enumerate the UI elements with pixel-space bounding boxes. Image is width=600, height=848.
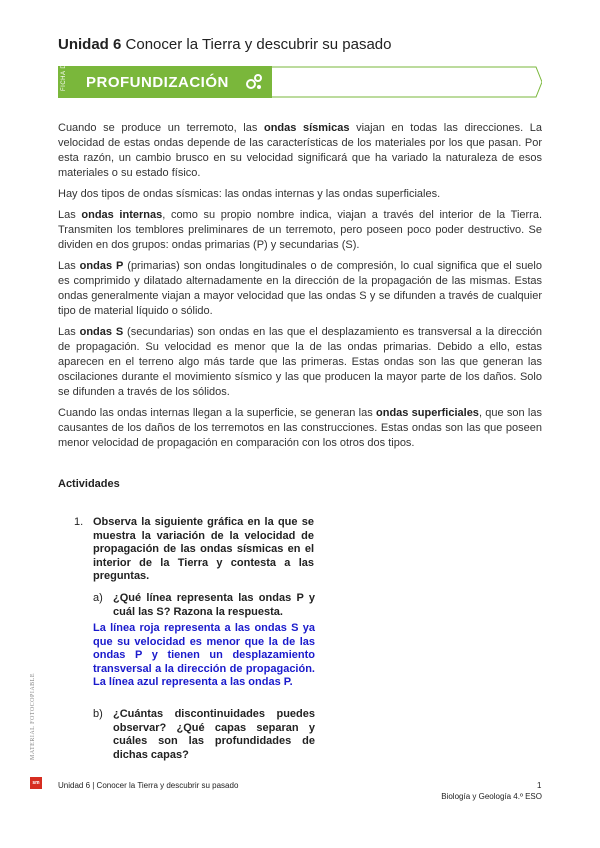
question-1a-label: a): [93, 592, 103, 604]
publisher-logo: sm: [30, 777, 42, 789]
gears-icon: [244, 72, 264, 92]
paragraph: [58, 259, 542, 319]
activities-title: Actividades: [58, 478, 120, 490]
paragraph: [58, 187, 542, 202]
footer-subject: Biología y Geología 4.º ESO: [441, 792, 542, 801]
question-1-number: 1.: [74, 516, 84, 528]
text-run: (primarias) son ondas longitudinales o de compresión, lo cual significa que el suelo es comprimido y dilatado alternadamente en la dirección de la propagación de las mismas. Estas ondas generalmente viajan a mayor velocidad que las ondas S y se difunden a través de cualquier tipo de material líquido o sólido.: [58, 260, 542, 317]
bold-term: ondas S: [79, 326, 124, 338]
body-text: [58, 121, 542, 457]
paragraph: [58, 406, 542, 451]
page-number: 1: [537, 781, 542, 790]
question-1b-text: ¿Cuántas discontinuidades puedes observar? ¿Qué capas separan y cuáles son las profundidades de dichas capas?: [113, 708, 315, 761]
unit-title: Conocer la Tierra y descubrir su pasado: [125, 36, 392, 53]
text-run: viajan en todas las direcciones. La velocidad de estas ondas depende de las características de los materiales por los que pasan. Por esta razón, un cambio brusco en su velocidad significará que ha variado la naturaleza de esos materiales o su estado físico.: [58, 122, 542, 179]
text-run: Las: [58, 326, 80, 338]
document-header: [58, 36, 391, 53]
question-1b: [93, 708, 315, 762]
text-run: Las: [58, 209, 82, 221]
bold-term: ondas P: [79, 260, 124, 272]
text-run: Cuando las ondas internas llegan a la superficie, se generan las: [58, 407, 376, 419]
text-run: , que son las causantes de los daños de los terremotos en las construcciones. Estas ondas son las que poseen menor velocidad de propagación en comparación con los otros dos tipos.: [58, 407, 542, 449]
banner-tab: [58, 59, 80, 98]
footer-unit: Unidad 6 | Conocer la Tierra y descubrir su pasado: [58, 781, 239, 790]
paragraph: [58, 121, 542, 181]
photocopy-mark: MATERIAL FOTOCOPIABLE: [30, 672, 36, 760]
text-run: Las: [58, 260, 80, 272]
bold-term: ondas superficiales: [376, 407, 479, 419]
section-banner: [58, 59, 542, 98]
text-run: Hay dos tipos de ondas sísmicas: las ondas internas y las ondas superficiales.: [58, 188, 441, 200]
banner-title: PROFUNDIZACIÓN: [86, 74, 229, 91]
question-1: [74, 516, 314, 584]
text-run: Cuando se produce un terremoto, las: [58, 122, 264, 134]
text-run: (secundarias) son ondas en las que el desplazamiento es transversal a la dirección de propagación. Su velocidad es menor que la de las ondas primarias. Debido a ello, estas aparecen en el terreno algo más tarde que las primeras. Estas ondas son las que generan las oscilaciones durante el movimiento sísmico y las que producen la mayor parte de los daños. Solo se difunden a través de los sólidos.: [58, 326, 542, 398]
paragraph: [58, 325, 542, 400]
question-1-text: Observa la siguiente gráfica en la que se muestra la variación de la velocidad de propagación de las ondas sísmicas en el interior de la Tierra y contesta a las preguntas.: [93, 516, 314, 582]
bold-term: ondas internas: [81, 209, 163, 221]
text-run: , como su propio nombre indica, viajan a través del interior de la Tierra. Transmiten los temblores preliminares de un terremoto, pero poseen poco poder destructivo. Se dividen en dos grupos: ondas primarias (P) y secundarias (S).: [58, 209, 542, 251]
question-1a-answer: La línea roja representa a las ondas S ya que su velocidad es menor que la de las ondas P y tienen un desplazamiento transversal a la dirección de propagación. La línea azul representa a las ondas P.: [93, 622, 315, 688]
paragraph: [58, 208, 542, 253]
question-1a-text: ¿Qué línea representa las ondas P y cuál las S? Razona la respuesta.: [113, 592, 315, 618]
banner-tab-label: FICHA DE: [61, 59, 67, 91]
unit-label: Unidad 6: [58, 36, 122, 53]
question-1b-label: b): [93, 708, 103, 720]
question-1a: [93, 592, 315, 690]
bold-term: ondas sísmicas: [263, 122, 350, 134]
banner-title-box: [80, 66, 272, 98]
